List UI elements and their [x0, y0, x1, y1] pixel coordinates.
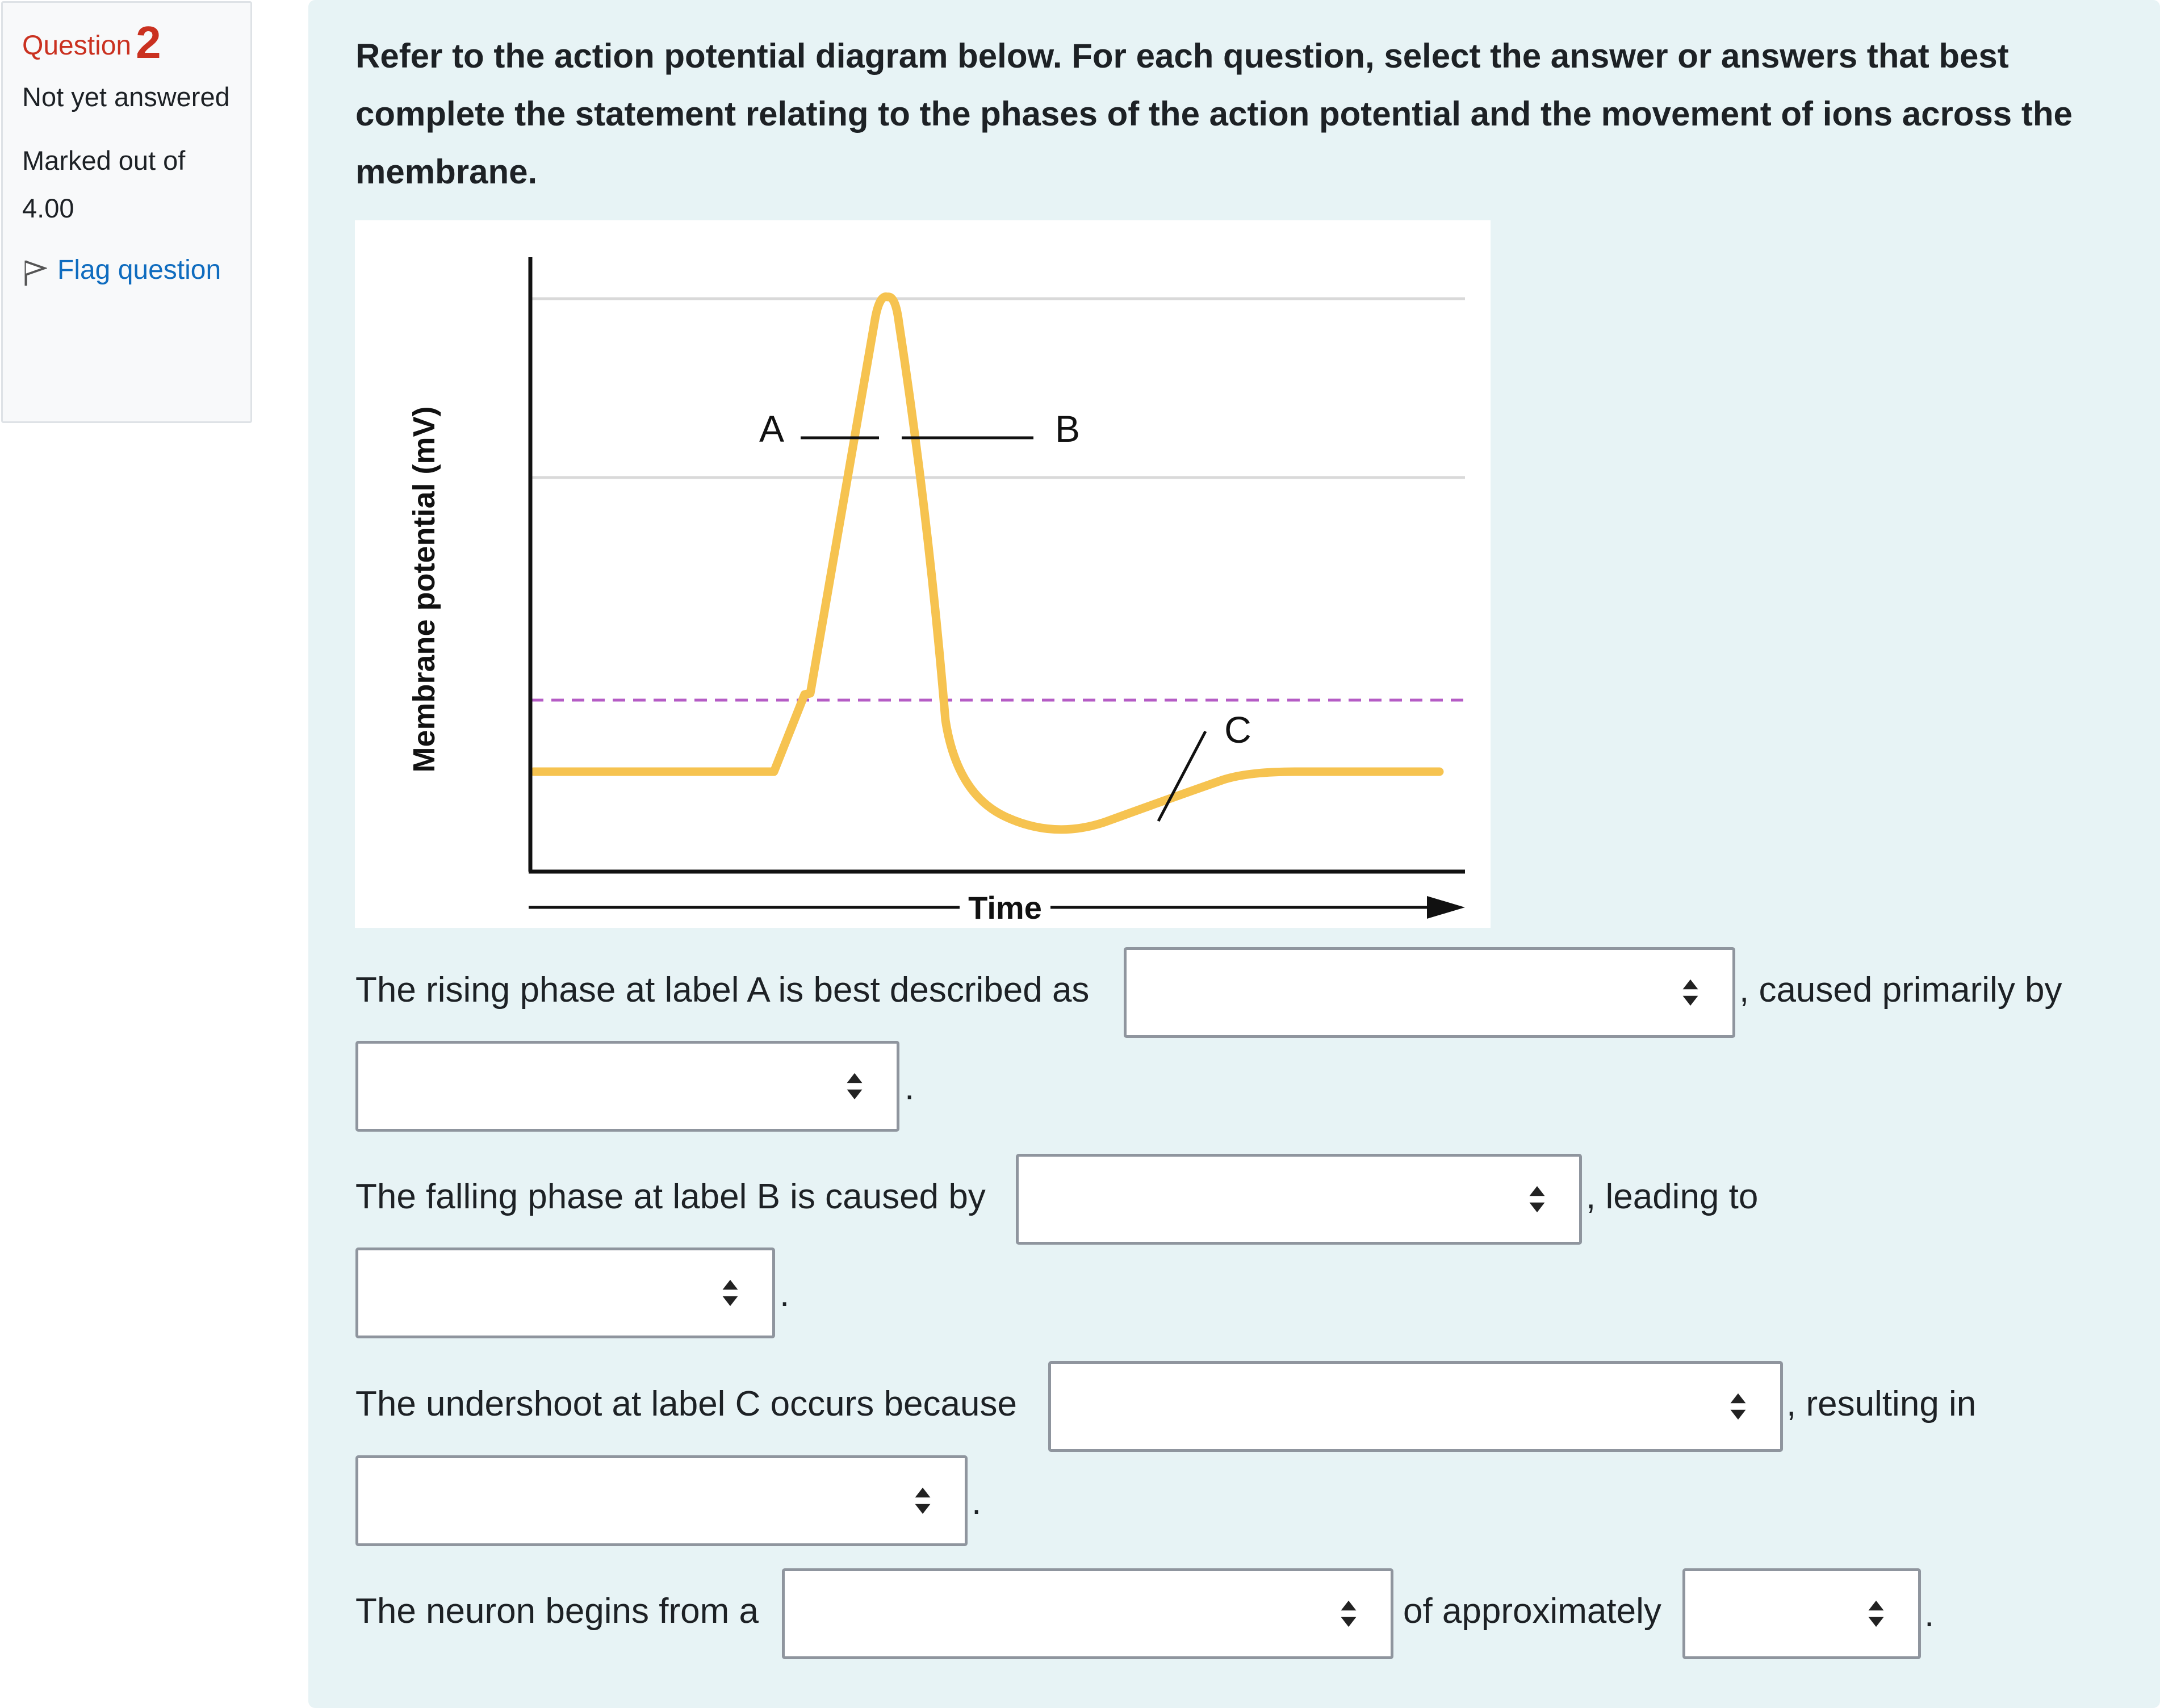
flag-question-label: Flag question: [57, 254, 221, 285]
statement-3-end: .: [972, 1483, 982, 1522]
action-potential-diagram: [355, 220, 1491, 928]
updown-arrow-icon: [1681, 978, 1699, 1007]
question-number-heading: [22, 17, 231, 68]
question-text: Refer to the action potential diagram below. For each question, select the answer or answers that best complete the statement relating to the phases of the action potential and the movement of ions across the membrane.: [355, 37, 2073, 191]
question-grade: Marked out of 4.00: [22, 145, 186, 223]
question-state: Not yet answered: [22, 82, 230, 112]
flag-icon: [22, 258, 47, 287]
select-rising-phase-cause[interactable]: [355, 1041, 899, 1132]
updown-arrow-icon: [845, 1072, 864, 1100]
select-starting-state[interactable]: [782, 1568, 1393, 1659]
y-axis-label: Membrane potential (mV): [407, 406, 441, 773]
updown-arrow-icon: [1729, 1392, 1747, 1421]
statement-1-end: .: [905, 1068, 915, 1107]
statement-2-mid: , leading to: [1586, 1177, 1759, 1216]
statement-4-end: .: [1924, 1595, 1935, 1634]
x-axis-label: Time: [968, 890, 1042, 926]
statement-4-mid: of approximately: [1403, 1592, 1661, 1631]
select-undershoot-result[interactable]: [355, 1455, 968, 1546]
statement-4-prefix: The neuron begins from a: [355, 1592, 759, 1631]
statement-3-mid: , resulting in: [1786, 1384, 1977, 1424]
statement-2-prefix: The falling phase at label B is caused by: [355, 1177, 986, 1216]
select-rising-phase-description[interactable]: [1124, 947, 1735, 1038]
label-c-leader: [1158, 731, 1205, 821]
question-label: Question: [22, 31, 132, 61]
label-b: B: [1054, 408, 1081, 450]
updown-arrow-icon: [721, 1279, 739, 1307]
statement-1-mid: , caused primarily by: [1739, 970, 2062, 1010]
updown-arrow-icon: [1867, 1600, 1885, 1628]
select-starting-value[interactable]: [1682, 1568, 1921, 1659]
question-info-panel: [1, 1, 252, 423]
statement-3-prefix: The undershoot at label C occurs because: [355, 1384, 1017, 1424]
time-arrow-head: [1427, 896, 1465, 919]
label-a: A: [759, 408, 785, 450]
updown-arrow-icon: [1339, 1600, 1358, 1628]
label-c: C: [1224, 709, 1251, 751]
select-falling-phase-cause[interactable]: [1016, 1154, 1582, 1245]
updown-arrow-icon: [914, 1487, 932, 1515]
question-content: [308, 0, 2160, 1708]
updown-arrow-icon: [1528, 1185, 1546, 1213]
select-undershoot-cause[interactable]: [1048, 1361, 1783, 1452]
action-potential-curve: [534, 297, 1439, 830]
flag-question-link[interactable]: [22, 253, 231, 287]
statement-2-end: .: [780, 1275, 790, 1314]
statement-1-prefix: The rising phase at label A is best described as: [355, 970, 1090, 1010]
select-falling-phase-result[interactable]: [355, 1247, 775, 1338]
question-number: 2: [136, 17, 161, 68]
